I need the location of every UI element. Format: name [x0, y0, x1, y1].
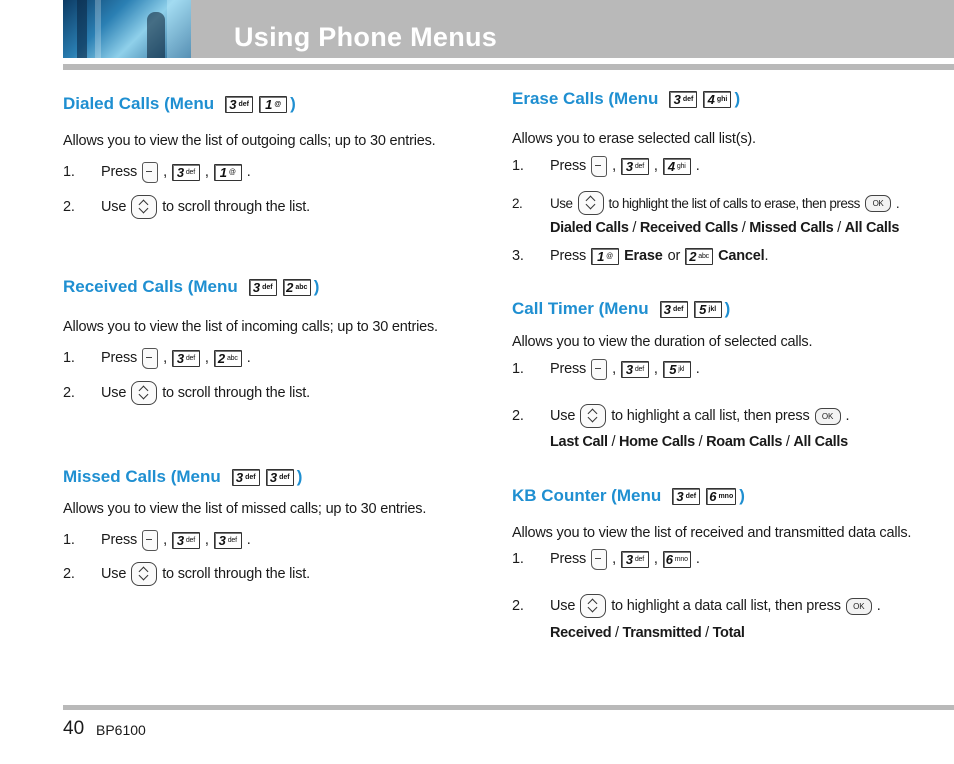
section-heading-received-calls: Received Calls (Menu 3 def 2 abc )	[63, 277, 320, 296]
key-1: 1 @	[214, 164, 242, 181]
erase-options: Dialed Calls / Received Calls / Missed Calls / All Calls	[550, 220, 900, 236]
key-3: 3 def	[225, 96, 253, 113]
key-3: 3 def	[214, 532, 242, 549]
key-2: 2 abc	[283, 279, 311, 296]
ok-key-icon: OK	[815, 408, 841, 425]
key-6: 6 mno	[706, 488, 736, 505]
navigation-key-icon	[578, 191, 604, 215]
key-5: 5 jkl	[694, 301, 722, 318]
key-4: 4 ghi	[663, 158, 691, 175]
key-3: 3 def	[172, 164, 200, 181]
page-number: 40	[63, 718, 85, 739]
left-softkey-icon	[142, 530, 158, 551]
ok-key-icon: OK	[846, 598, 872, 615]
left-softkey-icon	[591, 359, 607, 380]
section-heading-kb-counter: KB Counter (Menu 3 def 6 mno )	[512, 486, 745, 505]
section-description: Allows you to view the list of outgoing calls; up to 30 entries.	[63, 133, 436, 149]
navigation-key-icon	[131, 195, 157, 219]
section-description: Allows you to view the list of missed calls; up to 30 entries.	[63, 501, 427, 517]
key-3: 3 def	[232, 469, 260, 486]
header-rule	[63, 64, 954, 70]
key-3: 3 def	[660, 301, 688, 318]
key-3: 3 def	[621, 551, 649, 568]
section-description: Allows you to view the list of incoming calls; up to 30 entries.	[63, 319, 438, 335]
key-1: 1 @	[591, 248, 619, 265]
section-heading-call-timer: Call Timer (Menu 3 def 5 jkl )	[512, 299, 731, 318]
key-6: 6 mno	[663, 551, 691, 568]
section-description: Allows you to view the duration of selected calls.	[512, 334, 813, 350]
key-2: 2 abc	[214, 350, 242, 367]
page-title: Using Phone Menus	[234, 22, 498, 52]
key-3: 3 def	[172, 532, 200, 549]
key-4: 4 ghi	[703, 91, 731, 108]
key-3: 3 def	[172, 350, 200, 367]
navigation-key-icon	[131, 381, 157, 405]
section-heading-dialed-calls: Dialed Calls (Menu 3 def 1 @ )	[63, 94, 296, 113]
left-softkey-icon	[591, 156, 607, 177]
left-softkey-icon	[591, 549, 607, 570]
navigation-key-icon	[580, 404, 606, 428]
section-heading-erase-calls: Erase Calls (Menu 3 def 4 ghi )	[512, 89, 741, 108]
key-3: 3 def	[266, 469, 294, 486]
navigation-key-icon	[580, 594, 606, 618]
left-softkey-icon	[142, 348, 158, 369]
section-heading-missed-calls: Missed Calls (Menu 3 def 3 def )	[63, 467, 303, 486]
section-description: Allows you to erase selected call list(s).	[512, 131, 756, 147]
section-description: Allows you to view the list of received and transmitted data calls.	[512, 525, 912, 541]
key-5: 5 jkl	[663, 361, 691, 378]
key-3: 3 def	[672, 488, 700, 505]
key-3: 3 def	[621, 361, 649, 378]
key-3: 3 def	[669, 91, 697, 108]
key-2: 2 abc	[685, 248, 713, 265]
key-3: 3 def	[621, 158, 649, 175]
key-1: 1 @	[259, 96, 287, 113]
kb-options: Received / Transmitted / Total	[550, 625, 745, 641]
key-3: 3 def	[249, 279, 277, 296]
model-name: BP6100	[96, 722, 146, 738]
header-photo	[63, 0, 191, 58]
ok-key-icon: OK	[865, 195, 891, 212]
timer-options: Last Call / Home Calls / Roam Calls / All Calls	[550, 434, 848, 450]
footer-rule	[63, 705, 954, 710]
left-softkey-icon	[142, 162, 158, 183]
navigation-key-icon	[131, 562, 157, 586]
